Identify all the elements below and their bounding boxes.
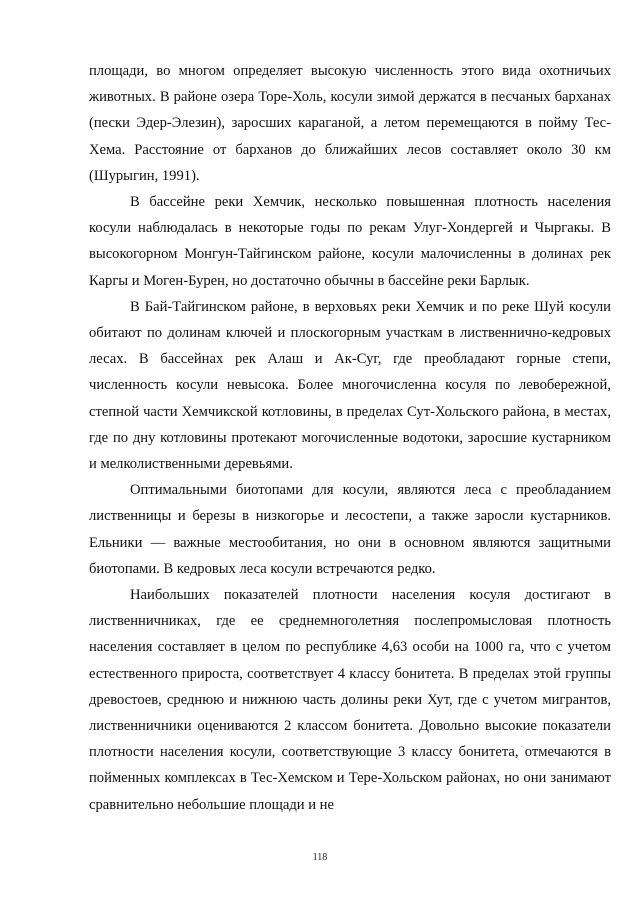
- paragraph-2: В бассейне реки Хемчик, несколько повышенная плотность населения косули наблюдалась в некоторые годы по рекам Улуг-Хондергей и Чыргакы. В высокогорном Монгун-Тайгинском районе, косули малочисленны в долинах рек Каргы и Моген-Бурен, но достаточно обычны в бассейне реки Барлык.: [89, 194, 611, 289]
- paragraph-3: В Бай-Тайгинском районе, в верховьях реки Хемчик и по реке Шуй косули обитают по долинам ключей и плоскогорным участкам в лиственнично-кедровых лесах. В бассейнах рек Алаш и Ак-Суг, где преобладают горные степи, численность косули невысока. Более многочисленна косуля по левобережной, степной части Хемчикской котловины, в пределах Сут-Хольского района, в местах, где по дну котловины протекают могочисленные водотоки, заросшие кустарником и мелколиственными деревьями.: [89, 298, 611, 473]
- page-number: 118: [312, 852, 328, 863]
- paragraph-1: площади, во многом определяет высокую численность этого вида охотничьих животных. В районе озера Торе-Холь, косули зимой держатся в песчаных барханах (пески Эдер-Элезин), заросших караганой, а летом перемещаются в пойму Тес-Хема. Расстояние от барханов до ближайших лесов составляет около 30 км (Шурыгин, 1991).: [89, 63, 611, 184]
- paragraph-5: Наибольших показателей плотности населения косуля достигают в лиственничниках, где ее среднемноголетняя послепромысловая плотность населения составляет в целом по республике 4,63 особи на 1000 га, что с учетом естественного прироста, соответствует 4 классу бонитета. В пределах этой группы древостоев, среднюю и нижнюю часть долины реки Хут, где с учетом мигрантов, лиственничники оцениваются 2 классом бонитета. Довольно высокие показатели плотности населения косули, соответствующие 3 классу бонитета, отмечаются в пойменных комплексах в Тес-Хемском и Тере-Хольском районах, но они занимают сравнительно небольшие площади и не: [89, 587, 611, 813]
- paragraph-4: Оптимальными биотопами для косули, являются леса с преобладанием лиственницы и березы в низкогорье и лесостепи, а также заросли кустарников. Ельники — важные местообитания, но они в основном являются защитными биотопами. В кедровых леса косули встречаются редко.: [89, 482, 611, 577]
- body-text: [89, 58, 611, 818]
